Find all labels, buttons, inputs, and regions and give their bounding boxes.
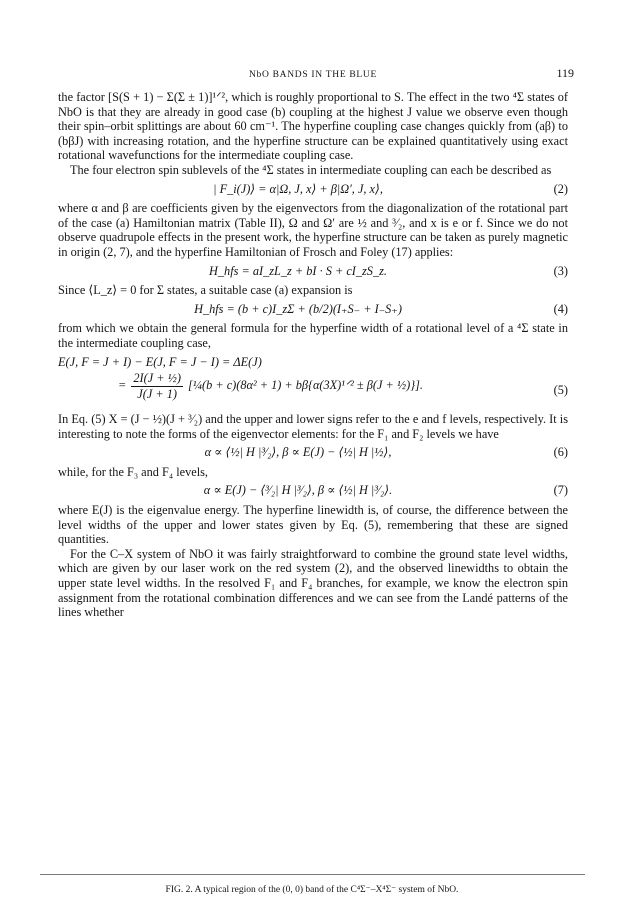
equation-5-line-1	[58, 355, 568, 370]
equation-5-line-2	[58, 371, 568, 409]
equation-3-number: (3)	[553, 263, 568, 278]
equation-5-number: (5)	[553, 383, 568, 398]
equation-2-body: | F_i(J)⟩ = α|Ω, J, x⟩ + β|Ω′, J, x⟩,	[213, 181, 383, 196]
equation-4	[58, 302, 568, 317]
equation-5-fraction	[131, 371, 183, 401]
paragraph-5: from which we obtain the general formula for the hyperfine width of a rotational level of a ⁴Σ state in the intermediate coupling case,	[58, 321, 568, 350]
equation-5-bracket: [¼(b + c)(8α² + 1) + bβ{α(3X)¹ᐟ² ± β(J + ½)}].	[188, 378, 423, 393]
equation-5-rhs: = $\frac{\text{2I(J + ½)}}{J(J + 1)}$ [¼(b + c)(8α² + 1) + bβ{α(3X)¹ᐟ² ± β(J + ½)}].	[118, 371, 423, 401]
paragraph-9: For the C–X system of NbO it was fairly straightforward to combine the ground state level widths, which are given by our laser work on the red system (2), and the observed linewidths to obtain the upper state level widths. In the resolved F₁ and F₄ branches, for example, we know the electron spin assignment from the rotational combination differences and we can see from the Landé patterns of the lines whether	[58, 546, 568, 620]
equation-6	[58, 445, 568, 460]
equation-2	[58, 182, 568, 197]
equation-3-body: H_hfs = aI_zL_z + bI · S + cI_zS_z.	[209, 263, 387, 278]
equation-2-number: (2)	[553, 181, 568, 196]
equation-4-number: (4)	[553, 301, 568, 316]
equation-5-lhs: E(J, F = J + I) − E(J, F = J − I) = ΔE(J)	[58, 354, 262, 369]
footer-divider	[40, 874, 585, 875]
paragraph-1: the factor [S(S + 1) − Σ(Σ ± 1)]¹ᐟ², which is roughly proportional to S. The effect in the two ⁴Σ states of NbO is that they are already in good case (b) coupling at the highest J value we observe even though their spin–orbit splittings are about 60 cm⁻¹. The hyperfine coupling case changes quickly from (aβ) to (bβJ) with increasing rotation, and the hyperfine structure can be explained quantitatively using exact rotational wavefunctions for the intermediate coupling case.	[58, 90, 568, 163]
paragraph-8: where E(J) is the eigenvalue energy. The hyperfine linewidth is, of course, the difference between the level widths of the upper and lower states given by Eq. (5), remembering that these are signed quantities.	[58, 503, 568, 547]
equation-6-number: (6)	[553, 445, 568, 460]
equation-6-body: α ∝ ⟨½| H |³⁄₂⟩, β ∝ E(J) − ⟨½| H |½⟩,	[204, 445, 392, 460]
paragraph-4: Since ⟨L_z⟩ = 0 for Σ states, a suitable case (a) expansion is	[58, 283, 353, 298]
paragraph-3: where α and β are coefficients given by the eigenvectors from the diagonalization of the rotational part of the case (a) Hamiltonian matrix (Table II), Ω and Ω′ are ½ and ³⁄₂, and x is e or f. Since we do not observe quadrupole effects in the present work, the hyperfine structure can be taken as purely magnetic in origin (2, 7), and the hyperfine Hamiltonian of Frosch and Foley (17) applies:	[58, 201, 568, 259]
equation-7-number: (7)	[553, 483, 568, 498]
page-header	[58, 64, 574, 90]
equation-5-fraction-numerator: 2I(J + ½)	[133, 371, 181, 386]
equation-7	[58, 483, 568, 498]
equation-7-body: α ∝ E(J) − ⟨³⁄₂| H |³⁄₂⟩, β ∝ ⟨½| H |³⁄₂⟩.	[203, 483, 393, 498]
running-title: NbO BANDS IN THE BLUE	[249, 70, 377, 80]
equation-5-fraction-denominator: J(J + 1)	[137, 386, 177, 401]
paragraph-2: The four electron spin sublevels of the ⁴Σ states in intermediate coupling can each be described as	[70, 162, 552, 177]
equation-4-body: H_hfs = (b + c)I_zΣ + (b/2)(I₊S₋ + I₋S₊)	[194, 301, 402, 316]
figure-caption: FIG. 2. A typical region of the (0, 0) band of the C⁴Σ⁻–X⁴Σ⁻ system of NbO.	[165, 885, 459, 895]
page-number: 119	[556, 66, 574, 80]
equation-3	[58, 264, 568, 279]
paper-page	[58, 64, 574, 620]
paragraph-7: while, for the F₃ and F₄ levels,	[58, 464, 208, 479]
paragraph-6: In Eq. (5) X = (J − ½)(J + ³⁄₂) and the upper and lower signs refer to the e and f levels, respectively. It is interesting to note the forms of the eigenvector elements: for the F₁ and F₂ levels we have	[58, 412, 568, 441]
